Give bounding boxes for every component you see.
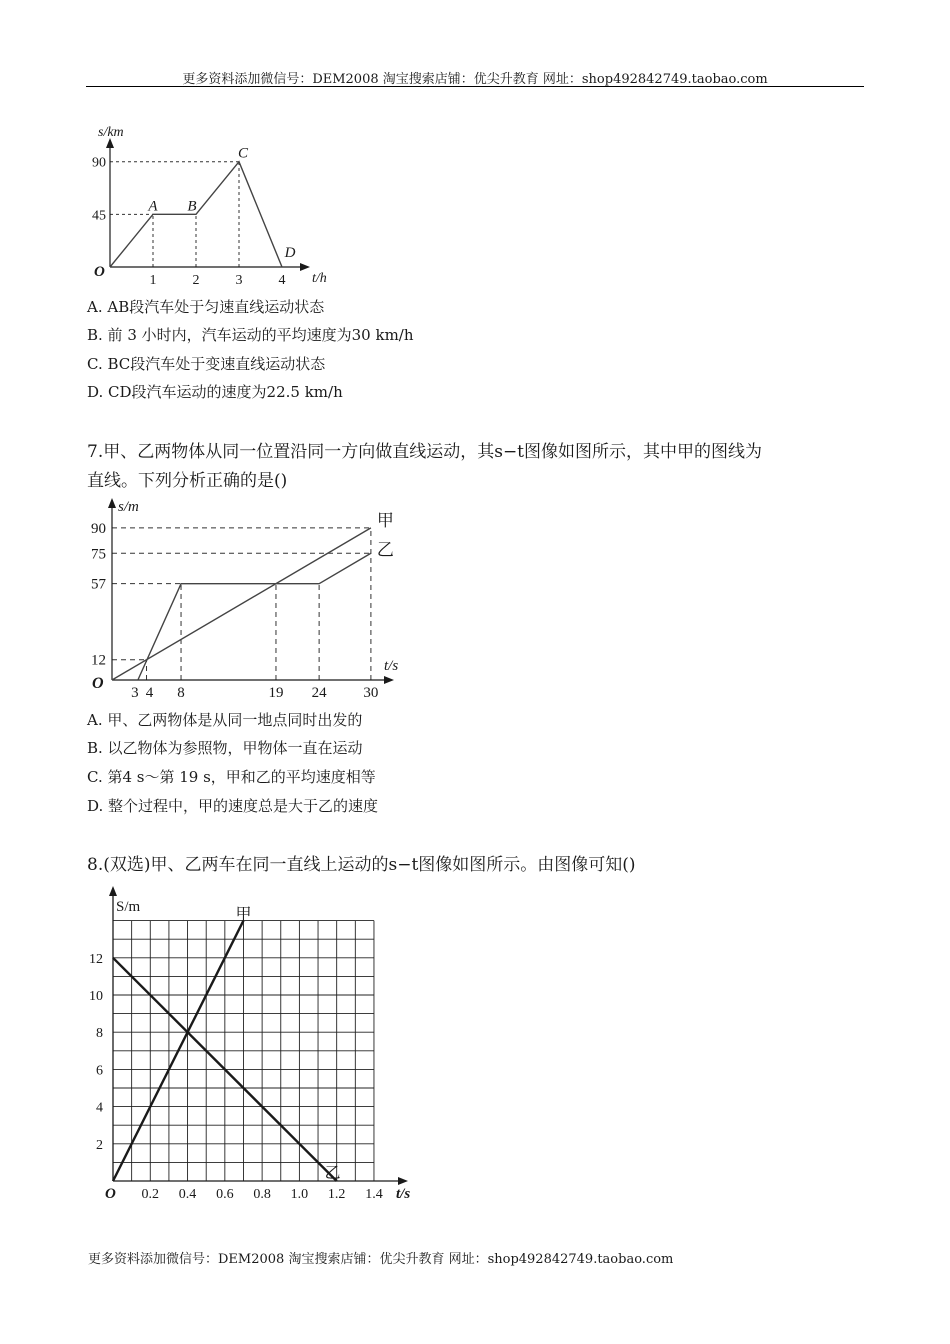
y-axis-label: s/m [118, 499, 139, 515]
x-axis-arrow [398, 1177, 408, 1185]
x-tick-1.4: 1.4 [365, 1187, 383, 1202]
q8-stem: 8.(双选)甲、乙两车在同一直线上运动的s−t图像如图所示。由图像可知() [87, 855, 636, 875]
y-tick-75: 75 [91, 546, 106, 563]
series-label-jia: 甲 [376, 510, 394, 530]
y-tick-12: 12 [91, 652, 106, 669]
point-label-B: B [187, 198, 197, 215]
chart-q8-st-graph [86, 886, 426, 1206]
x-tick-1.0: 1.0 [290, 1187, 309, 1202]
point-label-C: C [237, 145, 249, 162]
point-label-D: D [284, 245, 296, 261]
chart-q7-st-graph [86, 494, 406, 702]
x-tick-4: 4 [278, 273, 286, 288]
y-tick-45: 45 [92, 208, 106, 224]
q7-stem-line1: 7.甲、乙两物体从同一位置沿同一方向做直线运动，其s−t图像如图所示，其中甲的图线为 [87, 442, 763, 462]
x-tick-0.4: 0.4 [178, 1187, 197, 1202]
q7-stem-line2: 直线。下列分析正确的是() [87, 471, 288, 491]
q6-option-a: A. AB段汽车处于匀速直线运动状态 [87, 298, 325, 316]
origin-label: O [94, 264, 105, 280]
y-tick-90: 90 [92, 155, 106, 171]
x-tick-3: 3 [131, 685, 139, 701]
y-tick-12: 12 [89, 951, 103, 967]
q7-option-a: A. 甲、乙两物体是从同一地点同时出发的 [87, 711, 363, 729]
series-jia-line [112, 528, 371, 680]
page-footer: 更多资料添加微信号：DEM2008 淘宝搜索店铺：优尖升教育 网址：shop492842749.taobao.com [88, 1252, 674, 1267]
origin-label: O [105, 1186, 116, 1202]
q7-option-b: B. 以乙物体为参照物，甲物体一直在运动 [87, 739, 363, 757]
x-tick-8: 8 [177, 685, 185, 701]
y-axis-arrow [109, 886, 117, 896]
x-axis-arrow [300, 263, 310, 271]
q7-option-d: D. 整个过程中，甲的速度总是大于乙的速度 [87, 797, 379, 815]
y-tick-2: 2 [96, 1137, 103, 1153]
chart-q6-st-graph [86, 118, 326, 290]
q6-option-d: D. CD段汽车运动的速度为22.5 km/h [87, 383, 343, 401]
x-tick-30: 30 [363, 685, 379, 701]
x-axis-label: t/s [396, 1186, 411, 1202]
x-tick-0.2: 0.2 [141, 1187, 160, 1202]
series-yi-line [138, 553, 371, 680]
q6-option-b: B. 前 3 小时内，汽车运动的平均速度为30 km/h [87, 326, 414, 344]
series-label-yi: 乙 [376, 540, 394, 560]
x-tick-2: 2 [192, 273, 200, 288]
y-axis-arrow [108, 498, 116, 508]
header-divider [86, 86, 864, 87]
page-header: 更多资料添加微信号：DEM2008 淘宝搜索店铺：优尖升教育 网址：shop492842749.taobao.com [182, 72, 768, 87]
x-axis-label: t/h [312, 271, 327, 286]
x-tick-3: 3 [235, 273, 243, 288]
y-tick-8: 8 [96, 1026, 103, 1042]
x-tick-24: 24 [311, 685, 327, 701]
q7-option-c: C. 第4 s～第 19 s，甲和乙的平均速度相等 [87, 768, 376, 786]
x-tick-0.8: 0.8 [253, 1187, 271, 1202]
y-tick-90: 90 [91, 520, 106, 537]
y-tick-6: 6 [96, 1063, 103, 1079]
x-tick-19: 19 [268, 685, 284, 701]
q6-option-c: C. BC段汽车处于变速直线运动状态 [87, 355, 326, 373]
y-tick-10: 10 [89, 989, 103, 1004]
x-axis-label: t/s [384, 658, 399, 674]
origin-label: O [92, 675, 104, 692]
series-label-jia: 甲 [235, 906, 252, 924]
y-axis-label: S/m [116, 899, 141, 915]
point-label-A: A [148, 198, 158, 215]
x-tick-4: 4 [145, 685, 154, 701]
x-tick-1.2: 1.2 [327, 1187, 346, 1202]
x-tick-1: 1 [149, 273, 157, 288]
y-tick-57: 57 [91, 576, 106, 593]
y-axis-label: s/km [98, 125, 124, 140]
x-tick-0.6: 0.6 [216, 1187, 234, 1202]
x-axis-arrow [384, 676, 394, 684]
series-label-yi: 乙 [324, 1165, 341, 1182]
y-tick-4: 4 [96, 1100, 103, 1116]
